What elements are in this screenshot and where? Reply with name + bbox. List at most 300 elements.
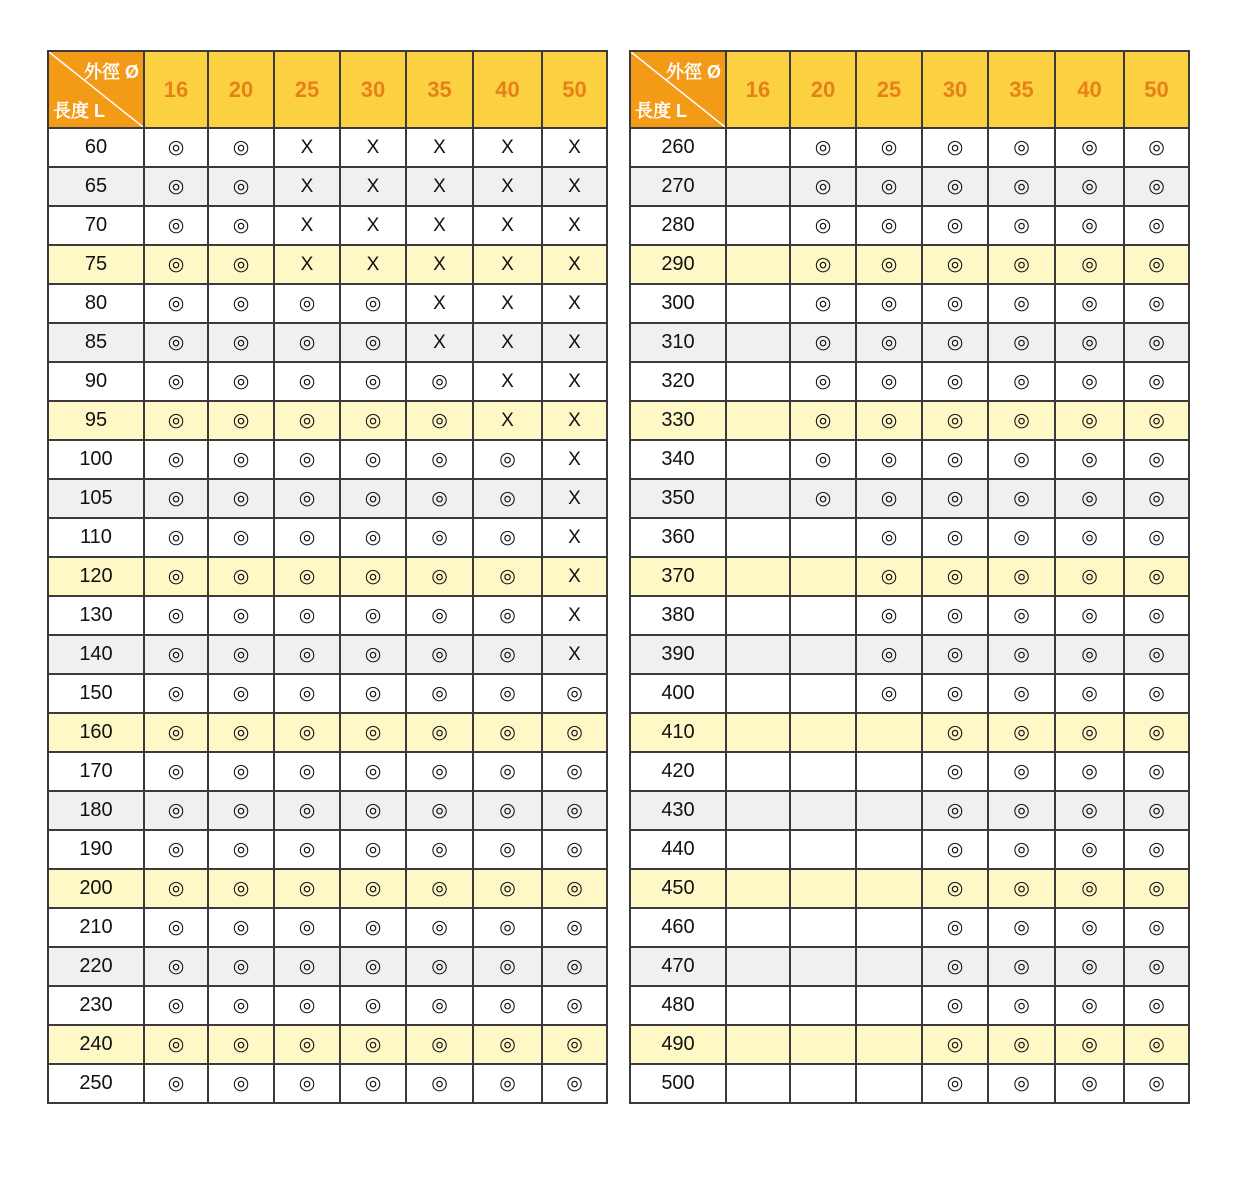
- availability-cell: X: [542, 479, 607, 518]
- availability-cell: ◎: [340, 1064, 406, 1103]
- availability-cell: ◎: [922, 323, 988, 362]
- availability-cell: ◎: [1124, 752, 1189, 791]
- availability-cell: [790, 830, 856, 869]
- availability-cell: ◎: [790, 284, 856, 323]
- availability-cell: ◎: [1055, 1064, 1124, 1103]
- availability-cell: ◎: [988, 401, 1055, 440]
- availability-cell: ◎: [274, 635, 340, 674]
- availability-cell: [726, 986, 790, 1025]
- diameter-header: 40: [1055, 51, 1124, 128]
- length-cell: 380: [630, 596, 726, 635]
- availability-cell: ◎: [856, 479, 922, 518]
- availability-cell: ◎: [274, 284, 340, 323]
- diameter-header: 16: [726, 51, 790, 128]
- availability-cell: ◎: [790, 401, 856, 440]
- table-row: [630, 752, 1189, 791]
- availability-cell: ◎: [208, 908, 274, 947]
- availability-cell: ◎: [1124, 674, 1189, 713]
- availability-cell: ◎: [922, 440, 988, 479]
- availability-cell: [790, 635, 856, 674]
- availability-cell: [726, 1064, 790, 1103]
- availability-cell: ◎: [988, 284, 1055, 323]
- availability-cell: ◎: [473, 713, 542, 752]
- availability-cell: ◎: [988, 128, 1055, 167]
- availability-cell: ◎: [988, 635, 1055, 674]
- length-cell: 95: [48, 401, 144, 440]
- availability-cell: ◎: [208, 986, 274, 1025]
- length-cell: 250: [48, 1064, 144, 1103]
- availability-cell: ◎: [542, 1025, 607, 1064]
- availability-cell: ◎: [144, 245, 208, 284]
- availability-cell: X: [473, 128, 542, 167]
- availability-cell: [726, 167, 790, 206]
- availability-cell: ◎: [406, 713, 473, 752]
- availability-cell: [726, 206, 790, 245]
- availability-cell: [726, 713, 790, 752]
- availability-cell: [726, 401, 790, 440]
- length-cell: 180: [48, 791, 144, 830]
- availability-cell: ◎: [542, 791, 607, 830]
- availability-cell: ◎: [144, 830, 208, 869]
- diameter-header: 20: [208, 51, 274, 128]
- availability-cell: ◎: [340, 674, 406, 713]
- availability-cell: ◎: [208, 1064, 274, 1103]
- availability-cell: ◎: [144, 323, 208, 362]
- availability-cell: ◎: [473, 1025, 542, 1064]
- length-cell: 110: [48, 518, 144, 557]
- availability-cell: ◎: [406, 401, 473, 440]
- availability-cell: ◎: [922, 947, 988, 986]
- length-cell: 480: [630, 986, 726, 1025]
- availability-cell: ◎: [340, 518, 406, 557]
- table-row: [48, 635, 607, 674]
- availability-cell: X: [542, 596, 607, 635]
- availability-cell: ◎: [340, 284, 406, 323]
- table-row: [630, 869, 1189, 908]
- availability-cell: [790, 1064, 856, 1103]
- availability-cell: [790, 518, 856, 557]
- availability-cell: X: [542, 518, 607, 557]
- availability-cell: ◎: [208, 323, 274, 362]
- availability-cell: ◎: [340, 440, 406, 479]
- table-row: [48, 440, 607, 479]
- availability-cell: [790, 713, 856, 752]
- availability-cell: ◎: [1124, 791, 1189, 830]
- availability-cell: ◎: [1055, 206, 1124, 245]
- length-cell: 65: [48, 167, 144, 206]
- diameter-header: 50: [1124, 51, 1189, 128]
- availability-cell: ◎: [1055, 986, 1124, 1025]
- availability-cell: ◎: [274, 830, 340, 869]
- availability-cell: ◎: [473, 557, 542, 596]
- availability-cell: ◎: [1055, 830, 1124, 869]
- availability-cell: [856, 947, 922, 986]
- availability-cell: X: [406, 245, 473, 284]
- length-cell: 190: [48, 830, 144, 869]
- availability-cell: ◎: [922, 1064, 988, 1103]
- availability-cell: [726, 830, 790, 869]
- availability-cell: ◎: [274, 869, 340, 908]
- availability-cell: ◎: [144, 986, 208, 1025]
- availability-cell: ◎: [473, 635, 542, 674]
- availability-cell: ◎: [856, 128, 922, 167]
- availability-cell: ◎: [922, 908, 988, 947]
- availability-cell: ◎: [1055, 245, 1124, 284]
- length-cell: 370: [630, 557, 726, 596]
- table-row: [630, 674, 1189, 713]
- availability-cell: ◎: [208, 362, 274, 401]
- availability-cell: X: [274, 245, 340, 284]
- availability-cell: ◎: [208, 869, 274, 908]
- availability-cell: ◎: [340, 947, 406, 986]
- table-row: [630, 401, 1189, 440]
- availability-cell: [790, 596, 856, 635]
- availability-cell: ◎: [406, 440, 473, 479]
- availability-cell: ◎: [1124, 869, 1189, 908]
- availability-cell: ◎: [208, 635, 274, 674]
- corner-header: [48, 51, 144, 128]
- availability-cell: ◎: [1124, 908, 1189, 947]
- availability-cell: ◎: [988, 791, 1055, 830]
- availability-cell: ◎: [790, 323, 856, 362]
- availability-cell: ◎: [542, 830, 607, 869]
- availability-cell: ◎: [988, 557, 1055, 596]
- availability-cell: ◎: [340, 557, 406, 596]
- availability-cell: ◎: [1124, 128, 1189, 167]
- availability-cell: ◎: [988, 206, 1055, 245]
- availability-cell: X: [542, 206, 607, 245]
- table-row: [630, 479, 1189, 518]
- availability-cell: ◎: [144, 362, 208, 401]
- availability-cell: ◎: [406, 947, 473, 986]
- availability-cell: X: [406, 284, 473, 323]
- availability-cell: ◎: [922, 284, 988, 323]
- table-row: [48, 557, 607, 596]
- availability-cell: ◎: [922, 167, 988, 206]
- table-row: [48, 323, 607, 362]
- availability-cell: [726, 440, 790, 479]
- availability-cell: ◎: [1124, 713, 1189, 752]
- availability-cell: [726, 947, 790, 986]
- length-cell: 60: [48, 128, 144, 167]
- availability-cell: ◎: [274, 557, 340, 596]
- availability-cell: ◎: [144, 674, 208, 713]
- availability-cell: ◎: [1124, 440, 1189, 479]
- availability-cell: ◎: [790, 245, 856, 284]
- availability-cell: [726, 245, 790, 284]
- availability-cell: X: [274, 167, 340, 206]
- table-row: [630, 440, 1189, 479]
- availability-cell: ◎: [1124, 323, 1189, 362]
- table-row: [630, 908, 1189, 947]
- availability-cell: [726, 479, 790, 518]
- length-cell: 210: [48, 908, 144, 947]
- availability-cell: [856, 791, 922, 830]
- availability-cell: ◎: [208, 713, 274, 752]
- availability-cell: ◎: [473, 1064, 542, 1103]
- length-cell: 310: [630, 323, 726, 362]
- availability-cell: ◎: [1055, 323, 1124, 362]
- availability-cell: ◎: [922, 752, 988, 791]
- availability-cell: ◎: [542, 1064, 607, 1103]
- availability-cell: X: [542, 323, 607, 362]
- length-cell: 280: [630, 206, 726, 245]
- availability-cell: ◎: [144, 791, 208, 830]
- availability-cell: ◎: [1124, 206, 1189, 245]
- availability-cell: ◎: [208, 791, 274, 830]
- availability-cell: ◎: [988, 869, 1055, 908]
- length-cell: 440: [630, 830, 726, 869]
- availability-cell: ◎: [922, 791, 988, 830]
- availability-cell: X: [542, 284, 607, 323]
- table-row: [48, 167, 607, 206]
- availability-cell: ◎: [473, 830, 542, 869]
- availability-cell: ◎: [340, 869, 406, 908]
- table-row: [48, 479, 607, 518]
- availability-cell: ◎: [1055, 167, 1124, 206]
- availability-cell: ◎: [340, 752, 406, 791]
- availability-cell: ◎: [406, 674, 473, 713]
- availability-cell: ◎: [406, 1064, 473, 1103]
- availability-cell: ◎: [144, 713, 208, 752]
- table-row: [48, 1025, 607, 1064]
- availability-cell: ◎: [856, 245, 922, 284]
- availability-cell: [726, 362, 790, 401]
- table-row: [48, 986, 607, 1025]
- availability-cell: [790, 791, 856, 830]
- availability-cell: [726, 869, 790, 908]
- table-row: [630, 635, 1189, 674]
- availability-cell: X: [542, 557, 607, 596]
- availability-cell: ◎: [208, 1025, 274, 1064]
- availability-cell: ◎: [988, 245, 1055, 284]
- availability-cell: ◎: [542, 869, 607, 908]
- availability-cell: [856, 1064, 922, 1103]
- availability-cell: X: [473, 284, 542, 323]
- availability-cell: ◎: [208, 440, 274, 479]
- availability-cell: ◎: [1124, 245, 1189, 284]
- availability-cell: ◎: [1055, 479, 1124, 518]
- availability-cell: ◎: [922, 596, 988, 635]
- availability-cell: ◎: [922, 713, 988, 752]
- diameter-label: 外徑 Ø: [83, 62, 139, 82]
- availability-cell: ◎: [208, 596, 274, 635]
- availability-cell: ◎: [542, 908, 607, 947]
- availability-cell: X: [406, 323, 473, 362]
- availability-cell: X: [542, 362, 607, 401]
- availability-cell: ◎: [922, 830, 988, 869]
- availability-cell: ◎: [144, 284, 208, 323]
- availability-cell: ◎: [473, 440, 542, 479]
- length-cell: 85: [48, 323, 144, 362]
- availability-cell: X: [473, 362, 542, 401]
- availability-cell: X: [406, 128, 473, 167]
- availability-cell: X: [473, 245, 542, 284]
- availability-cell: ◎: [922, 128, 988, 167]
- availability-cell: X: [473, 401, 542, 440]
- availability-cell: ◎: [208, 752, 274, 791]
- length-cell: 105: [48, 479, 144, 518]
- table-row: [630, 362, 1189, 401]
- length-cell: 230: [48, 986, 144, 1025]
- availability-cell: ◎: [922, 362, 988, 401]
- availability-cell: ◎: [856, 518, 922, 557]
- diameter-header: 30: [922, 51, 988, 128]
- availability-cell: ◎: [790, 440, 856, 479]
- availability-cell: [856, 752, 922, 791]
- availability-cell: ◎: [274, 1064, 340, 1103]
- availability-cell: [726, 557, 790, 596]
- availability-cell: ◎: [144, 401, 208, 440]
- availability-cell: [726, 323, 790, 362]
- availability-cell: ◎: [1124, 362, 1189, 401]
- availability-cell: X: [340, 167, 406, 206]
- table-row: [630, 284, 1189, 323]
- availability-cell: ◎: [473, 908, 542, 947]
- availability-cell: ◎: [988, 713, 1055, 752]
- right-table-body: [630, 128, 1189, 1103]
- availability-cell: [790, 986, 856, 1025]
- availability-cell: ◎: [1124, 479, 1189, 518]
- availability-cell: ◎: [988, 752, 1055, 791]
- availability-cell: ◎: [406, 596, 473, 635]
- right-availability-table: [629, 50, 1190, 1104]
- availability-cell: [726, 635, 790, 674]
- length-cell: 160: [48, 713, 144, 752]
- availability-cell: X: [542, 635, 607, 674]
- diameter-header: 30: [340, 51, 406, 128]
- availability-cell: ◎: [988, 908, 1055, 947]
- availability-cell: ◎: [406, 635, 473, 674]
- availability-cell: ◎: [406, 869, 473, 908]
- diameter-header: 20: [790, 51, 856, 128]
- availability-cell: [856, 713, 922, 752]
- table-row: [630, 947, 1189, 986]
- availability-cell: ◎: [542, 947, 607, 986]
- availability-cell: ◎: [406, 362, 473, 401]
- availability-cell: ◎: [340, 908, 406, 947]
- availability-cell: ◎: [1055, 869, 1124, 908]
- availability-cell: ◎: [856, 167, 922, 206]
- availability-cell: [856, 1025, 922, 1064]
- table-row: [630, 1025, 1189, 1064]
- header-row: [630, 51, 1189, 128]
- availability-cell: ◎: [274, 986, 340, 1025]
- availability-cell: ◎: [473, 752, 542, 791]
- diameter-header: 16: [144, 51, 208, 128]
- availability-cell: ◎: [1124, 1025, 1189, 1064]
- table-row: [48, 869, 607, 908]
- availability-cell: X: [542, 245, 607, 284]
- diameter-label: 外徑 Ø: [665, 62, 721, 82]
- availability-cell: ◎: [274, 479, 340, 518]
- availability-cell: ◎: [144, 1064, 208, 1103]
- availability-cell: X: [340, 245, 406, 284]
- availability-cell: ◎: [208, 830, 274, 869]
- diameter-header: 50: [542, 51, 607, 128]
- length-cell: 500: [630, 1064, 726, 1103]
- availability-cell: X: [542, 167, 607, 206]
- availability-cell: ◎: [856, 674, 922, 713]
- availability-cell: X: [542, 128, 607, 167]
- availability-cell: X: [274, 206, 340, 245]
- table-row: [48, 596, 607, 635]
- availability-cell: ◎: [1124, 167, 1189, 206]
- availability-cell: ◎: [274, 908, 340, 947]
- availability-cell: ◎: [274, 674, 340, 713]
- availability-cell: ◎: [1055, 713, 1124, 752]
- availability-cell: X: [340, 206, 406, 245]
- availability-cell: ◎: [208, 557, 274, 596]
- availability-cell: X: [406, 167, 473, 206]
- length-cell: 150: [48, 674, 144, 713]
- availability-cell: ◎: [1124, 830, 1189, 869]
- availability-cell: ◎: [274, 401, 340, 440]
- availability-cell: [726, 908, 790, 947]
- availability-cell: ◎: [473, 518, 542, 557]
- availability-cell: ◎: [473, 986, 542, 1025]
- availability-cell: ◎: [340, 635, 406, 674]
- availability-cell: ◎: [144, 479, 208, 518]
- table-row: [48, 791, 607, 830]
- table-row: [48, 518, 607, 557]
- availability-cell: ◎: [856, 635, 922, 674]
- length-cell: 140: [48, 635, 144, 674]
- availability-cell: ◎: [340, 986, 406, 1025]
- table-row: [630, 986, 1189, 1025]
- length-cell: 270: [630, 167, 726, 206]
- availability-cell: ◎: [856, 206, 922, 245]
- length-cell: 290: [630, 245, 726, 284]
- availability-cell: ◎: [790, 167, 856, 206]
- availability-cell: [726, 791, 790, 830]
- length-cell: 220: [48, 947, 144, 986]
- availability-cell: ◎: [1055, 440, 1124, 479]
- availability-cell: ◎: [208, 518, 274, 557]
- availability-cell: ◎: [144, 128, 208, 167]
- availability-cell: ◎: [988, 1064, 1055, 1103]
- availability-cell: ◎: [340, 401, 406, 440]
- table-row: [630, 791, 1189, 830]
- availability-cell: ◎: [922, 1025, 988, 1064]
- length-cell: 490: [630, 1025, 726, 1064]
- availability-cell: ◎: [1055, 947, 1124, 986]
- availability-cell: ◎: [922, 479, 988, 518]
- availability-cell: ◎: [208, 284, 274, 323]
- availability-cell: ◎: [988, 986, 1055, 1025]
- availability-cell: ◎: [988, 167, 1055, 206]
- availability-cell: ◎: [542, 986, 607, 1025]
- availability-cell: ◎: [1055, 635, 1124, 674]
- length-cell: 330: [630, 401, 726, 440]
- availability-cell: ◎: [406, 752, 473, 791]
- availability-cell: ◎: [144, 947, 208, 986]
- availability-cell: X: [473, 206, 542, 245]
- length-cell: 390: [630, 635, 726, 674]
- diameter-header: 35: [988, 51, 1055, 128]
- table-row: [630, 245, 1189, 284]
- availability-cell: X: [274, 128, 340, 167]
- availability-cell: ◎: [406, 479, 473, 518]
- availability-cell: ◎: [1055, 596, 1124, 635]
- availability-cell: ◎: [274, 440, 340, 479]
- table-row: [630, 128, 1189, 167]
- availability-cell: [726, 1025, 790, 1064]
- availability-cell: ◎: [988, 674, 1055, 713]
- availability-cell: ◎: [406, 791, 473, 830]
- availability-cell: ◎: [1124, 284, 1189, 323]
- availability-cell: ◎: [922, 401, 988, 440]
